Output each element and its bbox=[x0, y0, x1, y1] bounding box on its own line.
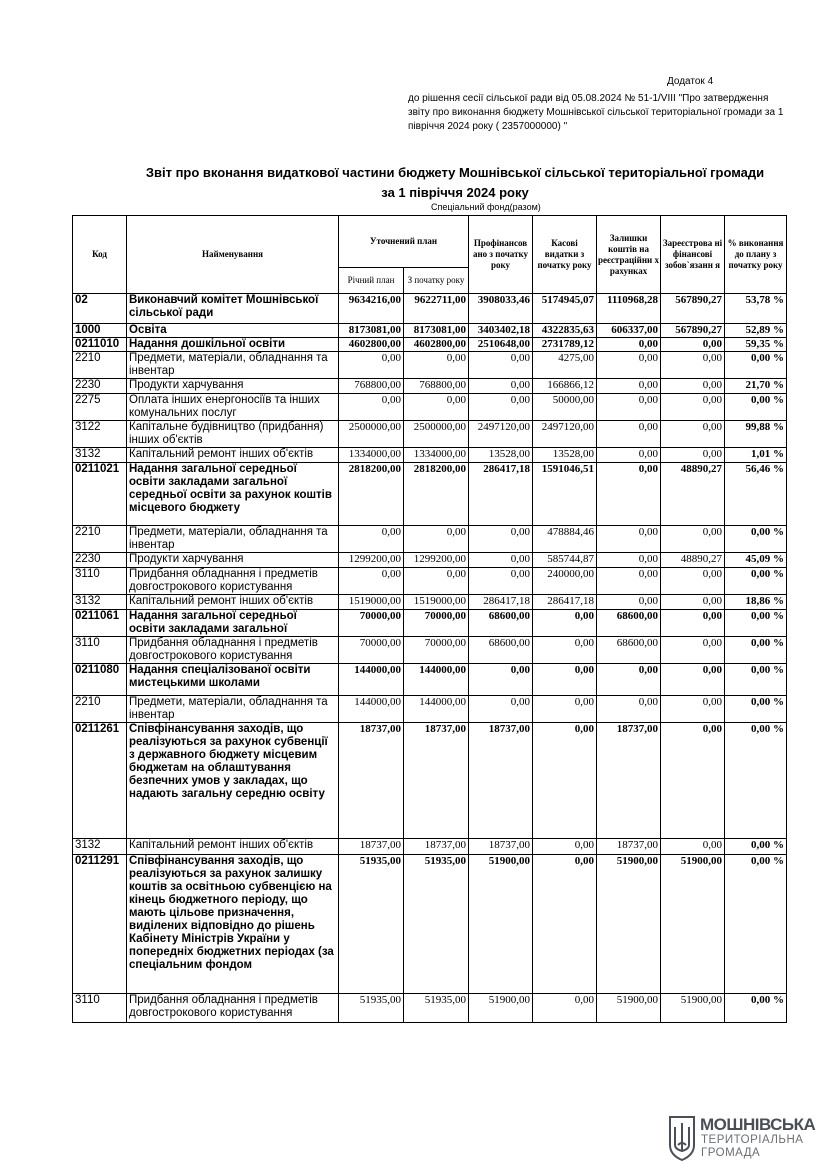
cell-percent: 0,00 % bbox=[725, 855, 787, 994]
cell-registered: 48890,27 bbox=[661, 463, 725, 526]
cell-annual: 2818200,00 bbox=[339, 463, 404, 526]
cell-annual: 0,00 bbox=[339, 526, 404, 553]
cell-balance: 51900,00 bbox=[597, 994, 661, 1023]
cell-ytd: 768800,00 bbox=[404, 379, 469, 394]
cell-balance: 0,00 bbox=[597, 568, 661, 595]
col-header-ytd: З початку року bbox=[404, 268, 469, 294]
community-logo bbox=[667, 1115, 817, 1163]
logo-line1: МОШНІВСЬКА bbox=[700, 1115, 816, 1134]
cell-annual: 144000,00 bbox=[339, 664, 404, 696]
cell-registered: 0,00 bbox=[661, 568, 725, 595]
cell-balance: 18737,00 bbox=[597, 723, 661, 839]
cell-cash: 0,00 bbox=[533, 664, 597, 696]
cell-annual: 1334000,00 bbox=[339, 448, 404, 463]
cell-registered: 51900,00 bbox=[661, 994, 725, 1023]
col-header-financed: Профінансов ано з початку року bbox=[469, 216, 533, 294]
fund-label: Спеціальний фонд(разом) bbox=[431, 202, 541, 212]
cell-code: 3122 bbox=[73, 421, 127, 448]
cell-name: Предмети, матеріали, обладнання та інвентар bbox=[127, 352, 339, 379]
cell-financed: 0,00 bbox=[469, 568, 533, 595]
cell-ytd: 1519000,00 bbox=[404, 595, 469, 610]
cell-cash: 1591046,51 bbox=[533, 463, 597, 526]
table-row bbox=[73, 352, 787, 379]
cell-cash: 585744,87 bbox=[533, 553, 597, 568]
cell-percent: 0,00 % bbox=[725, 637, 787, 664]
cell-financed: 286417,18 bbox=[469, 595, 533, 610]
cell-balance: 0,00 bbox=[597, 394, 661, 421]
cell-balance: 0,00 bbox=[597, 696, 661, 723]
cell-cash: 0,00 bbox=[533, 994, 597, 1023]
cell-code: 2210 bbox=[73, 696, 127, 723]
cell-ytd: 51935,00 bbox=[404, 855, 469, 994]
cell-percent: 0,00 % bbox=[725, 526, 787, 553]
cell-financed: 2497120,00 bbox=[469, 421, 533, 448]
cell-cash: 166866,12 bbox=[533, 379, 597, 394]
cell-name: Надання спеціалізованої освіти мистецькими школами bbox=[127, 664, 339, 696]
table-row bbox=[73, 421, 787, 448]
cell-balance: 0,00 bbox=[597, 421, 661, 448]
cell-ytd: 144000,00 bbox=[404, 664, 469, 696]
cell-financed: 0,00 bbox=[469, 352, 533, 379]
cell-annual: 51935,00 bbox=[339, 855, 404, 994]
report-title bbox=[120, 163, 790, 203]
cell-registered: 0,00 bbox=[661, 379, 725, 394]
col-header-registered: Зареєстрова ні фінансові зобов`язанн я bbox=[661, 216, 725, 294]
cell-code: 2230 bbox=[73, 379, 127, 394]
cell-name: Капітальне будівництво (придбання) інших об'єктів bbox=[127, 421, 339, 448]
cell-balance: 0,00 bbox=[597, 664, 661, 696]
cell-financed: 18737,00 bbox=[469, 839, 533, 855]
cell-financed: 18737,00 bbox=[469, 723, 533, 839]
trident-icon bbox=[667, 1115, 697, 1161]
cell-ytd: 144000,00 bbox=[404, 696, 469, 723]
cell-ytd: 9622711,00 bbox=[404, 294, 469, 324]
cell-financed: 68600,00 bbox=[469, 610, 533, 637]
cell-name: Придбання обладнання і предметів довгострокового користування bbox=[127, 637, 339, 664]
cell-cash: 50000,00 bbox=[533, 394, 597, 421]
cell-financed: 0,00 bbox=[469, 664, 533, 696]
cell-code: 1000 bbox=[73, 324, 127, 338]
cell-registered: 0,00 bbox=[661, 526, 725, 553]
cell-balance: 68600,00 bbox=[597, 637, 661, 664]
table-row bbox=[73, 553, 787, 568]
cell-percent: 0,00 % bbox=[725, 723, 787, 839]
cell-name: Надання загальної середньої освіти закладами загальної bbox=[127, 610, 339, 637]
cell-financed: 0,00 bbox=[469, 526, 533, 553]
cell-cash: 5174945,07 bbox=[533, 294, 597, 324]
cell-name: Капітальний ремонт інших об'єктів bbox=[127, 448, 339, 463]
cell-cash: 0,00 bbox=[533, 637, 597, 664]
cell-cash: 0,00 bbox=[533, 610, 597, 637]
cell-cash: 0,00 bbox=[533, 839, 597, 855]
table-row bbox=[73, 568, 787, 595]
cell-financed: 68600,00 bbox=[469, 637, 533, 664]
cell-annual: 1299200,00 bbox=[339, 553, 404, 568]
cell-registered: 0,00 bbox=[661, 338, 725, 352]
cell-annual: 2500000,00 bbox=[339, 421, 404, 448]
cell-registered: 0,00 bbox=[661, 421, 725, 448]
cell-percent: 0,00 % bbox=[725, 394, 787, 421]
cell-annual: 18737,00 bbox=[339, 723, 404, 839]
cell-name: Продукти харчування bbox=[127, 379, 339, 394]
cell-registered: 0,00 bbox=[661, 352, 725, 379]
cell-registered: 0,00 bbox=[661, 664, 725, 696]
cell-ytd: 1334000,00 bbox=[404, 448, 469, 463]
cell-code: 2210 bbox=[73, 526, 127, 553]
cell-percent: 45,09 % bbox=[725, 553, 787, 568]
report-title-line2: за 1 півріччя 2024 року bbox=[381, 185, 529, 200]
cell-registered: 0,00 bbox=[661, 448, 725, 463]
cell-financed: 51900,00 bbox=[469, 994, 533, 1023]
cell-registered: 0,00 bbox=[661, 610, 725, 637]
cell-balance: 68600,00 bbox=[597, 610, 661, 637]
table-row bbox=[73, 294, 787, 324]
cell-code: 02 bbox=[73, 294, 127, 324]
cell-registered: 0,00 bbox=[661, 394, 725, 421]
table-row bbox=[73, 696, 787, 723]
cell-percent: 0,00 % bbox=[725, 994, 787, 1023]
cell-cash: 0,00 bbox=[533, 723, 597, 839]
table-row bbox=[73, 526, 787, 553]
cell-cash: 4322835,63 bbox=[533, 324, 597, 338]
cell-code: 3110 bbox=[73, 637, 127, 664]
col-header-name: Найменування bbox=[127, 216, 339, 294]
cell-annual: 0,00 bbox=[339, 394, 404, 421]
cell-code: 0211261 bbox=[73, 723, 127, 839]
cell-percent: 0,00 % bbox=[725, 664, 787, 696]
cell-percent: 21,70 % bbox=[725, 379, 787, 394]
cell-financed: 286417,18 bbox=[469, 463, 533, 526]
cell-percent: 0,00 % bbox=[725, 610, 787, 637]
cell-cash: 286417,18 bbox=[533, 595, 597, 610]
table-row bbox=[73, 463, 787, 526]
cell-ytd: 4602800,00 bbox=[404, 338, 469, 352]
cell-financed: 0,00 bbox=[469, 379, 533, 394]
cell-financed: 0,00 bbox=[469, 553, 533, 568]
logo-line3: ГРОМАДА bbox=[701, 1147, 761, 1159]
cell-balance: 0,00 bbox=[597, 526, 661, 553]
cell-annual: 70000,00 bbox=[339, 637, 404, 664]
table-row bbox=[73, 324, 787, 338]
cell-registered: 0,00 bbox=[661, 637, 725, 664]
cell-balance: 0,00 bbox=[597, 448, 661, 463]
cell-code: 0211061 bbox=[73, 610, 127, 637]
cell-ytd: 0,00 bbox=[404, 394, 469, 421]
col-header-percent: % виконання до плану з початку року bbox=[725, 216, 787, 294]
cell-name: Оплата інших енергоносіїв та інших комунальних послуг bbox=[127, 394, 339, 421]
cell-name: Надання загальної середньої освіти закладами загальної середньої освіти за рахунок коштів місцевого бюджету bbox=[127, 463, 339, 526]
cell-financed: 0,00 bbox=[469, 696, 533, 723]
cell-balance: 0,00 bbox=[597, 379, 661, 394]
cell-cash: 4275,00 bbox=[533, 352, 597, 379]
cell-cash: 478884,46 bbox=[533, 526, 597, 553]
cell-code: 3110 bbox=[73, 568, 127, 595]
cell-percent: 56,46 % bbox=[725, 463, 787, 526]
cell-code: 2275 bbox=[73, 394, 127, 421]
cell-name: Предмети, матеріали, обладнання та інвентар bbox=[127, 526, 339, 553]
cell-financed: 51900,00 bbox=[469, 855, 533, 994]
cell-cash: 0,00 bbox=[533, 855, 597, 994]
cell-financed: 3403402,18 bbox=[469, 324, 533, 338]
cell-percent: 18,86 % bbox=[725, 595, 787, 610]
cell-cash: 2731789,12 bbox=[533, 338, 597, 352]
cell-name: Надання дошкільної освіти bbox=[127, 338, 339, 352]
cell-cash: 240000,00 bbox=[533, 568, 597, 595]
cell-ytd: 8173081,00 bbox=[404, 324, 469, 338]
cell-code: 0211080 bbox=[73, 664, 127, 696]
cell-percent: 59,35 % bbox=[725, 338, 787, 352]
col-header-cash: Касові видатки з початку року bbox=[533, 216, 597, 294]
col-header-annual: Річний план bbox=[339, 268, 404, 294]
cell-balance: 0,00 bbox=[597, 553, 661, 568]
cell-percent: 1,01 % bbox=[725, 448, 787, 463]
cell-code: 3132 bbox=[73, 839, 127, 855]
cell-percent: 52,89 % bbox=[725, 324, 787, 338]
cell-name: Капітальний ремонт інших об'єктів bbox=[127, 595, 339, 610]
cell-code: 3132 bbox=[73, 448, 127, 463]
cell-registered: 51900,00 bbox=[661, 855, 725, 994]
table-row bbox=[73, 338, 787, 352]
cell-name: Співфінансування заходів, що реалізуються за рахунок субвенції з державного бюджету місцевим бюджетам на облаштування безпечних умов у закладах, що надають загальну середню освіту bbox=[127, 723, 339, 839]
cell-ytd: 18737,00 bbox=[404, 839, 469, 855]
table-row bbox=[73, 595, 787, 610]
cell-annual: 768800,00 bbox=[339, 379, 404, 394]
cell-annual: 18737,00 bbox=[339, 839, 404, 855]
cell-percent: 99,88 % bbox=[725, 421, 787, 448]
cell-percent: 0,00 % bbox=[725, 568, 787, 595]
cell-ytd: 51935,00 bbox=[404, 994, 469, 1023]
cell-name: Придбання обладнання і предметів довгострокового користування bbox=[127, 994, 339, 1023]
table-row bbox=[73, 839, 787, 855]
cell-code: 3110 bbox=[73, 994, 127, 1023]
cell-ytd: 70000,00 bbox=[404, 637, 469, 664]
cell-financed: 13528,00 bbox=[469, 448, 533, 463]
cell-name: Капітальний ремонт інших об'єктів bbox=[127, 839, 339, 855]
cell-annual: 70000,00 bbox=[339, 610, 404, 637]
cell-annual: 1519000,00 bbox=[339, 595, 404, 610]
cell-cash: 2497120,00 bbox=[533, 421, 597, 448]
cell-annual: 0,00 bbox=[339, 352, 404, 379]
cell-financed: 0,00 bbox=[469, 394, 533, 421]
table-row bbox=[73, 994, 787, 1023]
logo-line2: ТЕРИТОРІАЛЬНА bbox=[701, 1134, 804, 1146]
cell-registered: 567890,27 bbox=[661, 324, 725, 338]
cell-percent: 0,00 % bbox=[725, 696, 787, 723]
cell-annual: 51935,00 bbox=[339, 994, 404, 1023]
cell-registered: 0,00 bbox=[661, 839, 725, 855]
cell-financed: 2510648,00 bbox=[469, 338, 533, 352]
cell-balance: 0,00 bbox=[597, 352, 661, 379]
cell-registered: 48890,27 bbox=[661, 553, 725, 568]
cell-registered: 567890,27 bbox=[661, 294, 725, 324]
cell-ytd: 18737,00 bbox=[404, 723, 469, 839]
cell-code: 2210 bbox=[73, 352, 127, 379]
cell-registered: 0,00 bbox=[661, 696, 725, 723]
cell-registered: 0,00 bbox=[661, 723, 725, 839]
cell-cash: 0,00 bbox=[533, 696, 597, 723]
cell-ytd: 2500000,00 bbox=[404, 421, 469, 448]
cell-financed: 3908033,46 bbox=[469, 294, 533, 324]
cell-percent: 53,78 % bbox=[725, 294, 787, 324]
table-row bbox=[73, 664, 787, 696]
table-row bbox=[73, 394, 787, 421]
cell-cash: 13528,00 bbox=[533, 448, 597, 463]
table-row bbox=[73, 379, 787, 394]
table-row bbox=[73, 723, 787, 839]
cell-ytd: 1299200,00 bbox=[404, 553, 469, 568]
col-header-balance: Залишки коштів на реєстраційни х рахунках bbox=[597, 216, 661, 294]
col-header-code: Код bbox=[73, 216, 127, 294]
table-body bbox=[73, 294, 787, 1023]
cell-name: Виконавчий комітет Мошнівської сільської ради bbox=[127, 294, 339, 324]
cell-ytd: 2818200,00 bbox=[404, 463, 469, 526]
cell-balance: 18737,00 bbox=[597, 839, 661, 855]
cell-balance: 0,00 bbox=[597, 463, 661, 526]
cell-ytd: 0,00 bbox=[404, 526, 469, 553]
cell-annual: 0,00 bbox=[339, 568, 404, 595]
cell-annual: 8173081,00 bbox=[339, 324, 404, 338]
table-row bbox=[73, 855, 787, 994]
cell-name: Предмети, матеріали, обладнання та інвентар bbox=[127, 696, 339, 723]
cell-balance: 0,00 bbox=[597, 595, 661, 610]
cell-percent: 0,00 % bbox=[725, 839, 787, 855]
cell-balance: 606337,00 bbox=[597, 324, 661, 338]
cell-balance: 0,00 bbox=[597, 338, 661, 352]
table-row bbox=[73, 637, 787, 664]
cell-code: 0211291 bbox=[73, 855, 127, 994]
cell-code: 0211021 bbox=[73, 463, 127, 526]
cell-registered: 0,00 bbox=[661, 595, 725, 610]
table-row bbox=[73, 610, 787, 637]
report-title-line1: Звіт про вконання видаткової частини бюджету Мошнівської сільської територіальної громади bbox=[145, 165, 765, 180]
cell-ytd: 70000,00 bbox=[404, 610, 469, 637]
cell-balance: 1110968,28 bbox=[597, 294, 661, 324]
cell-code: 2230 bbox=[73, 553, 127, 568]
appendix-label: Додаток 4 bbox=[667, 76, 714, 87]
cell-annual: 144000,00 bbox=[339, 696, 404, 723]
cell-name: Освіта bbox=[127, 324, 339, 338]
col-header-plan: Уточнений план bbox=[339, 216, 469, 268]
cell-name: Придбання обладнання і предметів довгострокового користування bbox=[127, 568, 339, 595]
expenditure-table bbox=[72, 215, 787, 1023]
cell-balance: 51900,00 bbox=[597, 855, 661, 994]
cell-ytd: 0,00 bbox=[404, 352, 469, 379]
cell-annual: 4602800,00 bbox=[339, 338, 404, 352]
cell-annual: 9634216,00 bbox=[339, 294, 404, 324]
cell-percent: 0,00 % bbox=[725, 352, 787, 379]
decision-reference: до рішення сесії сільської ради від 05.08.2024 № 51-1/VIII "Про затвердження звіту про виконання бюджету Мошнівської сільської територіальної громади за 1 півріччя 2024 року ( 2357000000) " bbox=[408, 93, 784, 132]
cell-code: 0211010 bbox=[73, 338, 127, 352]
cell-code: 3132 bbox=[73, 595, 127, 610]
cell-name: Співфінансування заходів, що реалізуються за рахунок залишку коштів за освітньою субвенцією на кінець бюджетного періоду, що мають цільове призначення, виділених відповідно до рішень Кабінету Міністрів України у попередніх бюджетних періодах (за спеціальним фондом bbox=[127, 855, 339, 994]
cell-ytd: 0,00 bbox=[404, 568, 469, 595]
cell-name: Продукти харчування bbox=[127, 553, 339, 568]
table-row bbox=[73, 448, 787, 463]
